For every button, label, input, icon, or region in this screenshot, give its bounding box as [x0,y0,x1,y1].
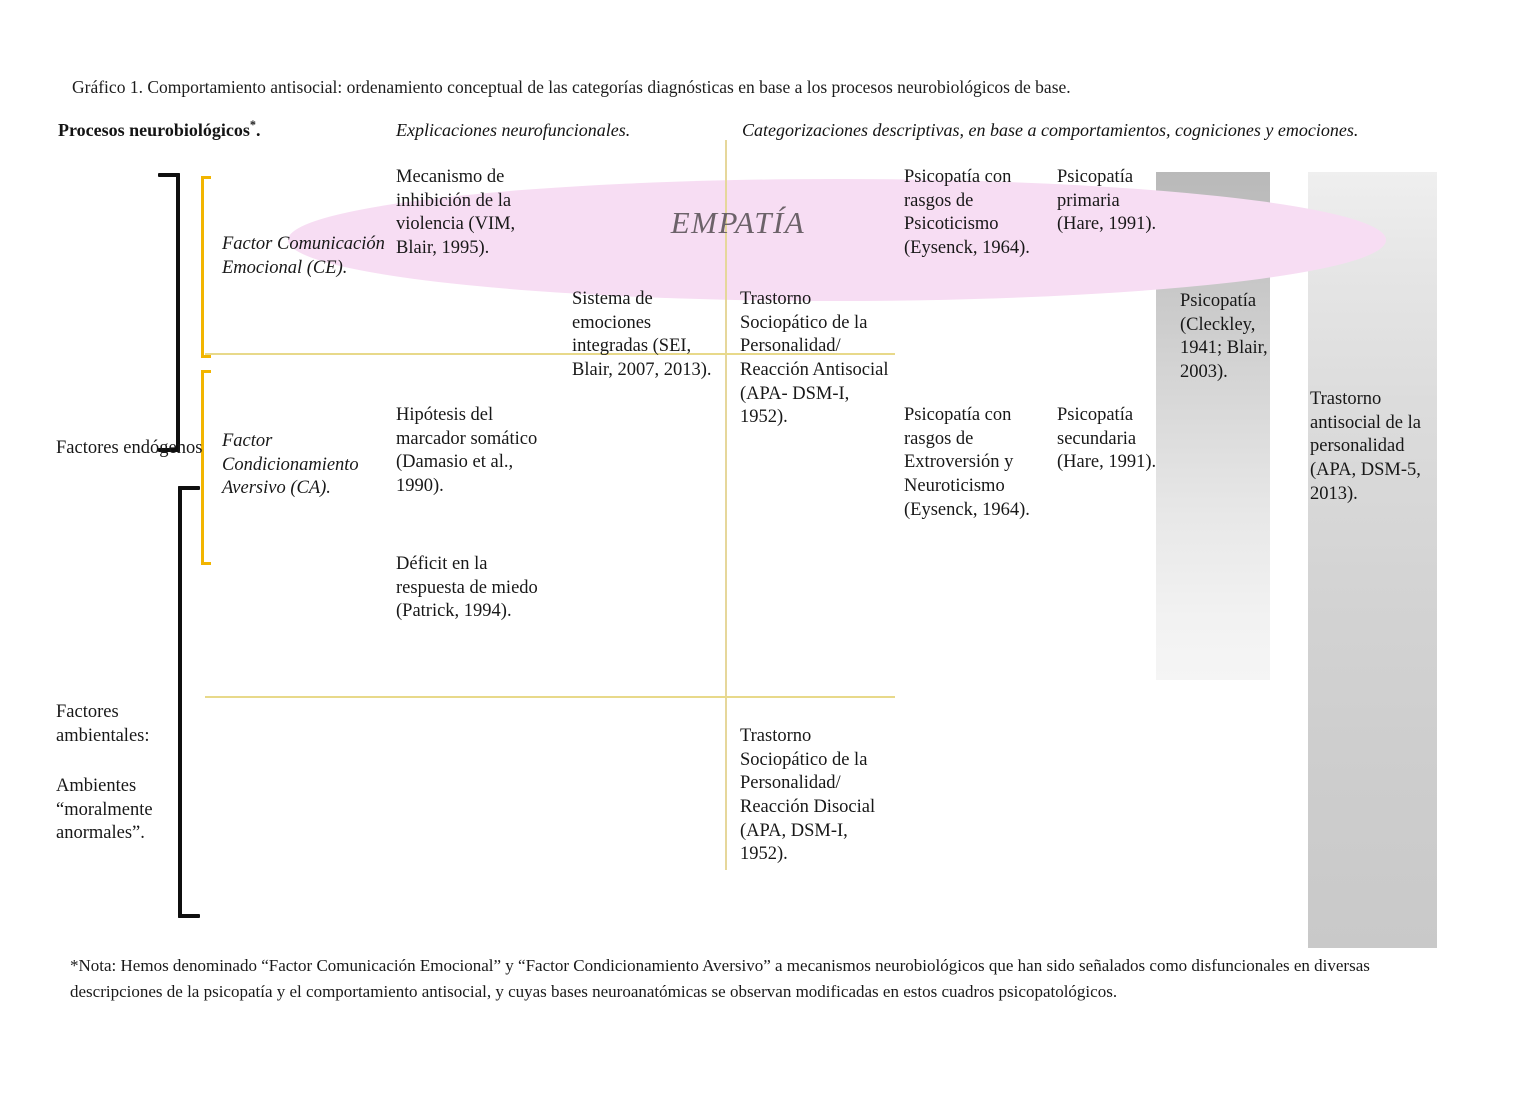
figure-footnote: *Nota: Hemos denominado “Factor Comunicación Emocional” y “Factor Condicionamiento Aversivo” a mecanismos neurobiológicos que han sido señalados como disfuncionales en diversas descripciones de la psicopatía y el comportamiento antisocial, y cuyas bases neuroanatómicas se observan modificadas en estos cuadros psicopatológicos. [70,956,1370,1001]
explanation-marcador-somatico: Hipótesis del marcador somático (Damasio et al., 1990). [396,405,538,497]
column-header-categorizaciones: Categorizaciones descriptivas, en base a comportamientos, cogniciones y emociones. [742,120,1359,140]
label-factores-endogenos: Factores endógenos [56,438,203,458]
categorization-psicopatia-cleckley: Psicopatía (Cleckley, 1941; Blair, 2003). [1180,291,1268,383]
explanation-sei: Sistema de emociones integradas (SEI, Blair, 2007, 2013). [572,289,712,381]
label-ambientes-moralmente-anormales: Ambientes “moralmente anormales”. [56,776,153,844]
empathy-overlay-label: EMPATÍA [670,205,806,240]
label-factores-ambientales: Factores ambientales: [56,702,150,746]
explanation-deficit-miedo: Déficit en la respuesta de miedo (Patrick, 1994). [396,554,538,622]
categorization-sociopatico-antisocial: Trastorno Sociopático de la Personalidad/ Reacción Antisocial (APA- DSM-I, 1952). [740,289,889,428]
categorization-psicopatia-secundaria: Psicopatía secundaria (Hare, 1991). [1057,405,1157,473]
factor-condicionamiento-aversivo: Factor Condicionamiento Aversivo (CA). [222,431,359,499]
footnote-marker: * [249,118,256,132]
gray-band-trastorno-antisocial [1308,172,1437,948]
categorization-psicoticismo: Psicopatía con rasgos de Psicoticismo (Eysenck, 1964). [904,167,1030,259]
categorization-extroversion-neuroticismo: Psicopatía con rasgos de Extroversión y Neuroticismo (Eysenck, 1964). [904,405,1030,520]
column-header-explicaciones: Explicaciones neurofuncionales. [396,120,631,140]
categorization-trastorno-antisocial-personalidad: Trastorno antisocial de la personalidad (APA, DSM-5, 2013). [1310,389,1421,504]
column-header-procesos-text: Procesos neurobiológicos [58,120,250,140]
explanation-vim: Mecanismo de inhibición de la violencia (VIM, Blair, 1995). [396,167,516,259]
factor-comunicacion-emocional: Factor Comunicación Emocional (CE). [222,234,385,278]
categorization-psicopatia-primaria: Psicopatía primaria (Hare, 1991). [1057,167,1157,235]
horizontal-divider-line-lower [205,696,895,698]
gold-bracket-factor-ca [201,370,213,565]
figure-caption: Gráfico 1. Comportamiento antisocial: ordenamiento conceptual de las categorías diagnósticas en base a los procesos neurobiológicos de base. [72,77,1071,97]
vertical-divider-line [725,140,727,870]
categorization-sociopatico-disocial: Trastorno Sociopático de la Personalidad/ Reacción Disocial (APA, DSM-I, 1952). [740,726,876,865]
black-bracket-factores-endogenos [158,173,180,452]
column-header-procesos-suffix: . [255,120,261,140]
gold-bracket-factor-ce [201,176,213,358]
column-header-procesos [58,119,388,142]
